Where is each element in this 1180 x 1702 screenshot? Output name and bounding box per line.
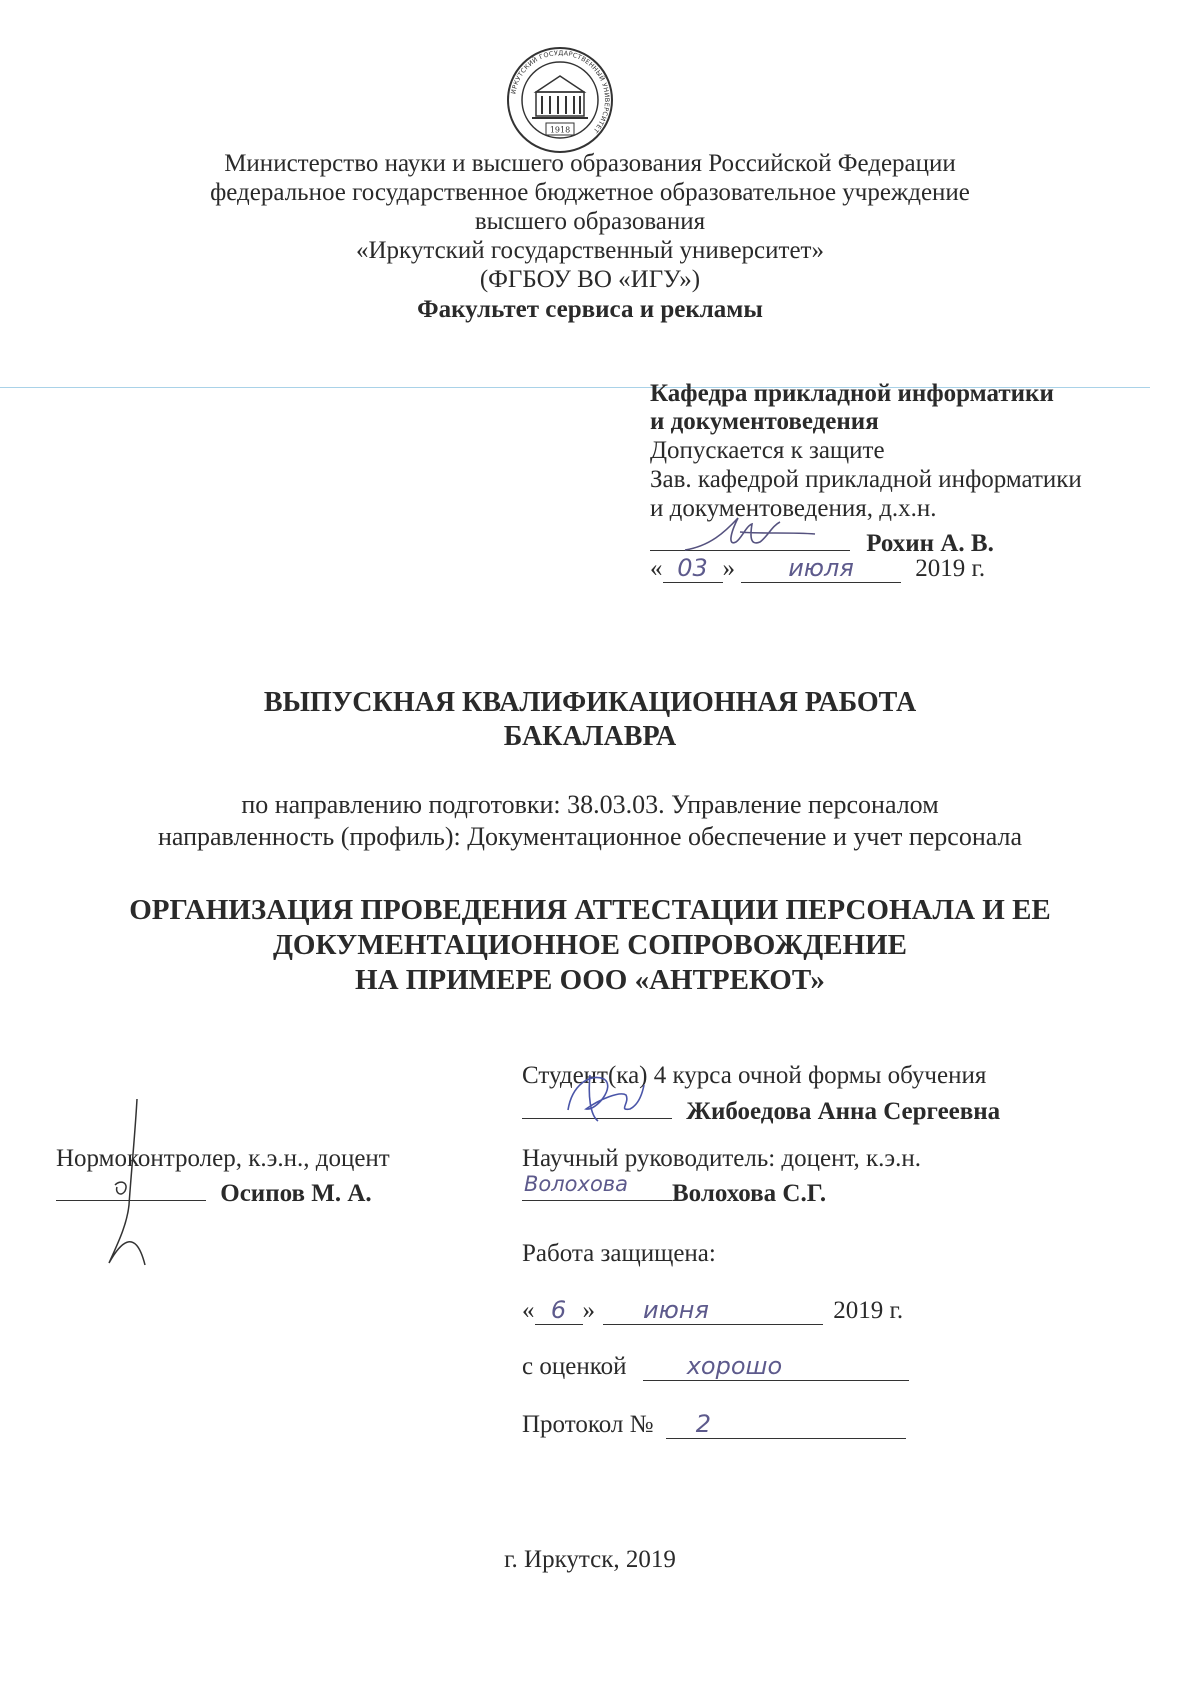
approval-date-close: » <box>722 555 735 582</box>
protocol-label: Протокол № <box>522 1411 654 1438</box>
defense-year: 2019 г. <box>833 1297 904 1324</box>
university-emblem <box>506 46 614 154</box>
defense-day: 6 <box>535 1296 583 1325</box>
defense-date-close: » <box>582 1297 595 1324</box>
head-name: Рохин А. В. <box>866 530 994 557</box>
defense-date-open: « <box>522 1297 535 1324</box>
normcontroller-name: Осипов М. А. <box>220 1180 372 1207</box>
defense-label: Работа защищена: <box>522 1240 716 1267</box>
student-name: Жибоедова Анна Сергеевна <box>686 1098 1001 1125</box>
training-direction: по направлению подготовки: 38.03.03. Управление персоналом <box>241 790 939 819</box>
defense-month: июня <box>603 1296 823 1325</box>
approval-date-year: 2019 г. <box>915 555 986 582</box>
supervisor-signature-row <box>522 1174 826 1208</box>
university-abbr: (ФГБОУ ВО «ИГУ») <box>479 266 701 293</box>
department-line-2: и документоведения <box>650 408 879 435</box>
work-type-line-2: БАКАЛАВРА <box>503 721 677 752</box>
approval-date-day: 03 <box>663 554 723 583</box>
department-line-1: Кафедра прикладной информатики <box>650 380 1054 407</box>
supervisor-signature-blank <box>522 1174 672 1201</box>
protocol-number: 2 <box>666 1410 906 1439</box>
supervisor-name: Волохова С.Г. <box>672 1180 827 1207</box>
city-year: г. Иркутск, 2019 <box>504 1546 676 1573</box>
student-signature <box>560 1065 650 1125</box>
institution-type-line: федеральное государственное бюджетное образовательное учреждение <box>210 179 970 206</box>
topic-line-2: ДОКУМЕНТАЦИОННОЕ СОПРОВОЖДЕНИЕ <box>272 929 908 961</box>
normcontroller-label: Нормоконтролер, к.э.н., доцент <box>56 1145 390 1172</box>
supervisor-signature: Волохова <box>524 1172 629 1196</box>
grade-row <box>522 1352 909 1381</box>
topic-line-3: НА ПРИМЕРЕ ООО «АНТРЕКОТ» <box>355 964 825 996</box>
admitted-label: Допускается к защите <box>650 437 885 464</box>
defense-date-row <box>522 1296 903 1325</box>
student-label: Студент(ка) 4 курса очной формы обучения <box>522 1062 987 1089</box>
approval-date-row <box>650 554 985 583</box>
supervisor-label: Научный руководитель: доцент, к.э.н. <box>522 1145 922 1172</box>
normcontroller-signature <box>95 1095 165 1275</box>
emblem-year: 1918 <box>549 125 571 135</box>
head-title-line-1: Зав. кафедрой прикладной информатики <box>650 466 1082 493</box>
grade-value: хорошо <box>643 1352 909 1381</box>
topic-line-1: ОРГАНИЗАЦИЯ ПРОВЕДЕНИЯ АТТЕСТАЦИИ ПЕРСОНАЛА И ЕЕ <box>129 894 1051 926</box>
institution-level-line: высшего образования <box>474 208 706 235</box>
approval-date-month: июля <box>741 554 901 583</box>
emblem-ring-text: ИРКУТСКИЙ ГОСУДАРСТВЕННЫЙ УНИВЕРСИТЕТ <box>509 48 612 135</box>
ministry-line: Министерство науки и высшего образования Российской Федерации <box>224 150 956 177</box>
training-profile: направленность (профиль): Документационное обеспечение и учет персонала <box>157 822 1023 851</box>
grade-label: с оценкой <box>522 1353 627 1380</box>
approval-date-open: « <box>650 555 663 582</box>
university-name: «Иркутский государственный университет» <box>356 237 824 264</box>
faculty-name: Факультет сервиса и рекламы <box>417 296 763 323</box>
head-title-line-2: и документоведения, д.х.н. <box>650 495 937 522</box>
work-type-line-1: ВЫПУСКНАЯ КВАЛИФИКАЦИОННАЯ РАБОТА <box>263 687 917 718</box>
protocol-row <box>522 1410 906 1439</box>
